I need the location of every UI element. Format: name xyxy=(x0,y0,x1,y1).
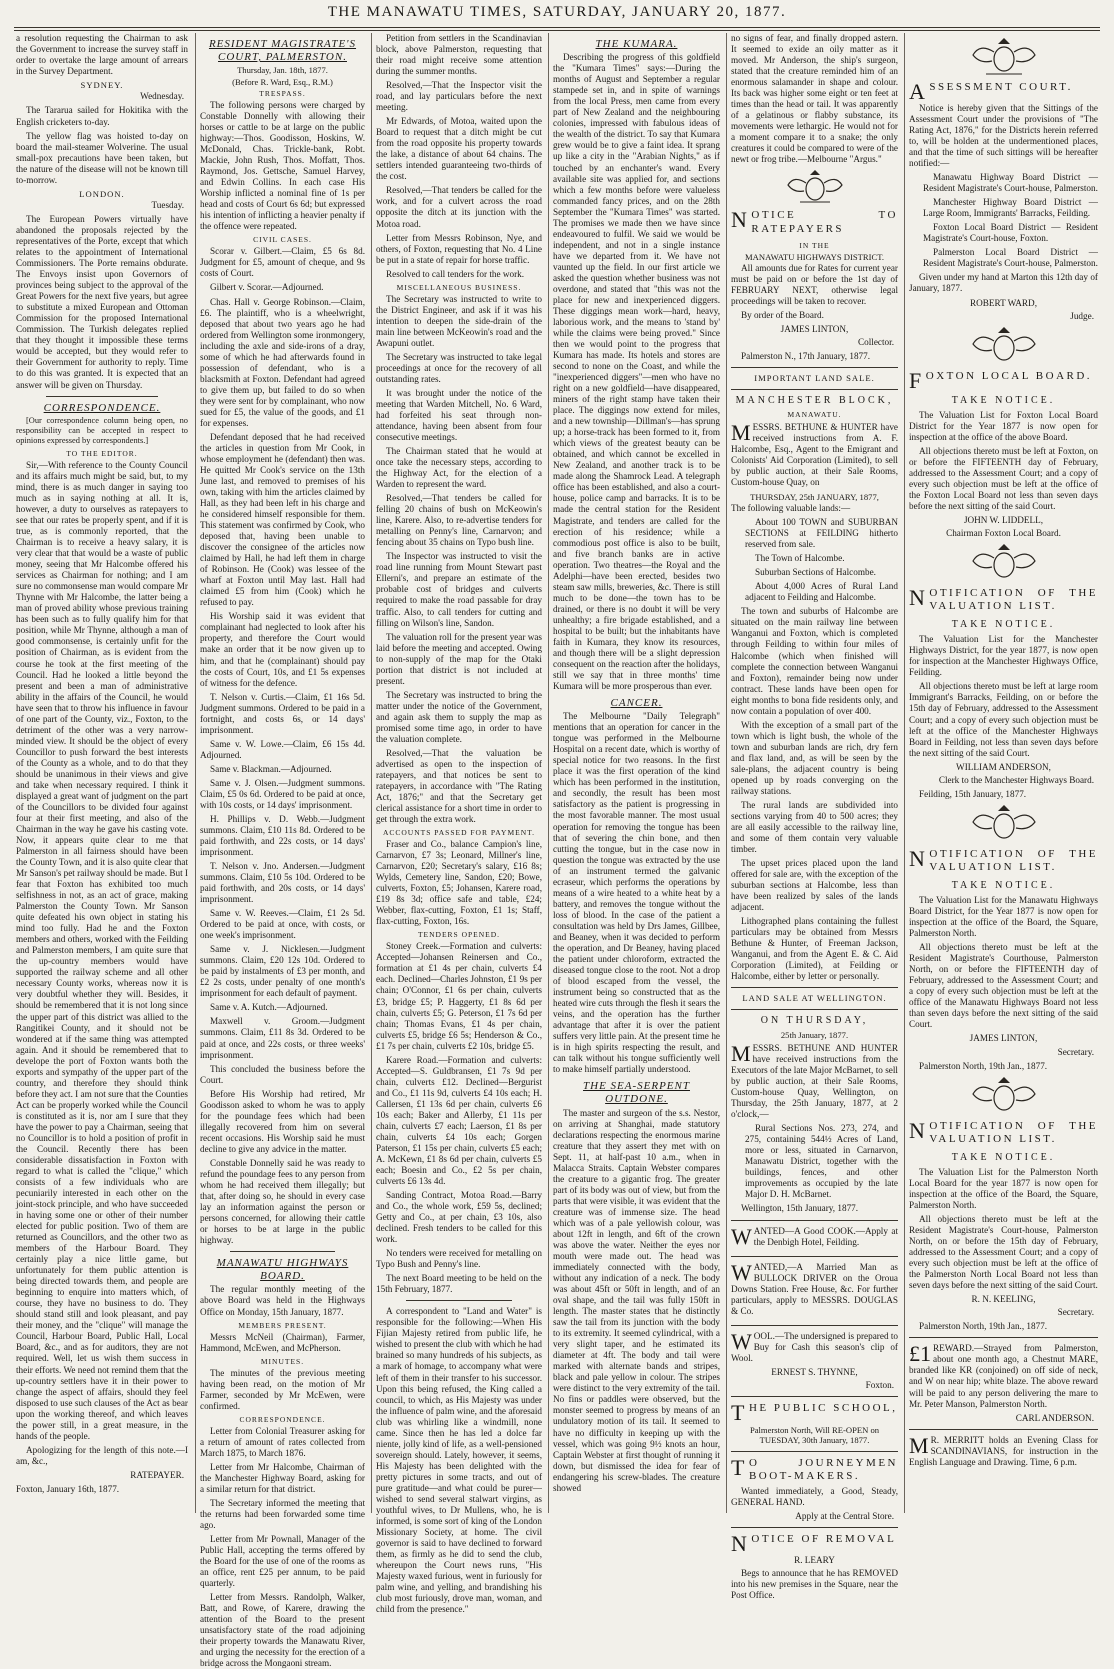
ad-divider xyxy=(731,1396,898,1397)
assessment-court-given: Given under my hand at Marton this 12th day of January, 1877. xyxy=(909,272,1098,294)
notice-ratepayers-district: MANAWATU HIGHWAYS DISTRICT. xyxy=(745,251,884,262)
reward-signature: CARL ANDERSON. xyxy=(1015,1412,1094,1423)
removal-ad-name: R. LEARY xyxy=(794,1554,835,1565)
valuation-manchester-title: NOTIFICATION OF THE VALUATION LIST. xyxy=(909,584,1098,613)
board-paragraph: The Chairman stated that he would at once take the necessary steps, according to the Highway Act, for the election of a Warden to represent the ward. xyxy=(376,446,542,490)
wool-ad: WOOL.—The undersigned is prepared to Buy for Cash this season's clip of Wool. xyxy=(731,1328,898,1363)
notice-ratepayers-signature: JAMES LINTON, xyxy=(780,324,849,335)
royal-arms-icon xyxy=(964,37,1044,77)
land-sale-place-2: MANAWATU. xyxy=(787,409,842,419)
court-paragraph: Before His Worship had retired, Mr Goodisson asked to whom he was to apply for the poundage fees which had been illegally recovered from him on several recent occasions. His Worship said he must decline to give any advice in the matter. xyxy=(200,1088,365,1154)
valuation-manawatu-role: Secretary. xyxy=(1057,1046,1094,1057)
take-notice: TAKE NOTICE. xyxy=(951,1151,1056,1163)
board-paragraph: Resolved,—That tenders be called for the work, and for a culvert across the road opposite the ditch at its junction with the Motoa road. xyxy=(376,185,542,229)
notice-ratepayers-date: Palmerston N., 17th January, 1877. xyxy=(741,351,871,362)
civil-cases-heading: CIVIL CASES. xyxy=(253,235,312,245)
assessment-court-role: Judge. xyxy=(1070,310,1094,321)
board-paragraph: Messrs McNeil (Chairman), Farmer, Hammond, McEwen, and McPherson. xyxy=(200,1331,365,1353)
board-paragraph: Letter from Messrs. Randolph, Walker, Batt, and Rowe, of Karere, drawing the attention of the Board to the present unsatisfactory state of the road adjoining their property towards the Manawatu River, and urging the necessity for the erection of a bridge across the Mongaoni stream. xyxy=(200,1592,365,1669)
column-2 xyxy=(200,33,365,1669)
sea-serpent-heading: THE SEA-SERPENT OUTDONE. xyxy=(583,1080,690,1106)
board-paragraph: Resolved,—That the valuation be advertised as open to the inspection of ratepayers, and that notices be sent to ratepayers, in accordance with "The Rating Act, 1876;" and that the Secretary get clerical assistance for a short time in order to get through the extra work. xyxy=(376,747,542,825)
board-paragraph: No tenders were received for metalling on Typo Bush and Penny's line. xyxy=(376,1248,542,1270)
notice-ratepayers-role: Collector. xyxy=(858,337,894,348)
assessment-court-title: ASSESSMENT COURT. xyxy=(909,79,1073,104)
ad-divider xyxy=(909,1429,1098,1430)
ad-divider xyxy=(731,1527,898,1528)
london-heading: LONDON. xyxy=(79,188,125,199)
court-paragraph: Same v. Blackman.—Adjourned. xyxy=(210,763,332,774)
land-sale-paragraph: The town and suburbs of Halcombe are situated on the main railway line between Wanganui and Foxton, which is completed through Feilding to within four miles of Halcombe (which when finished will complete the connection between Wanganui and Foxton), remainder being now under contract. These lands have been open for eight months to bona fide residents only, and now contain a population of over 400. xyxy=(731,606,898,716)
wellington-sale-lots: Rural Sections Nos. 273, 274, and 275, containing 544½ Acres of Land, more or less, situated in Carnarvon, Manawatu District, together with the buildings, fences, and other improvements as occupied by the late Major D. H. McBarnet. xyxy=(745,1123,898,1200)
removal-ad-body: Begs to announce that he has REMOVED into his new premises in the Square, near the Post Office. xyxy=(731,1568,898,1601)
board-paragraph: Resolved to call tenders for the work. xyxy=(386,268,525,279)
minutes-heading: MINUTES. xyxy=(260,1356,305,1366)
bootmakers-ad-body: Wanted immediately, a Good, Steady, GENERAL HAND. xyxy=(731,1485,898,1507)
ad-divider xyxy=(731,1220,898,1221)
land-sale-lot: Suburban Sections of Halcombe. xyxy=(755,567,876,578)
court-paragraph: Scorar v. Gilbert.—Claim, £5 6s 8d. Judgment for £5, amount of cheque, and 9s costs of Court. xyxy=(200,246,365,279)
ad-divider xyxy=(731,389,898,390)
land-sale-date: THURSDAY, 25th JANUARY, 1877, xyxy=(750,491,879,502)
board-paragraph: The minutes of the previous meeting having been read, on the motion of Mr Farmer, seconded by Mr McEwen, were confirmed. xyxy=(200,1367,365,1411)
letter-date: Foxton, January 16th, 1877. xyxy=(16,1483,120,1494)
bootmakers-ad-apply: Apply at the Central Store. xyxy=(795,1510,894,1521)
board-paragraph: Letter from Mr Pownall, Manager of the Public Hall, accepting the terms offered by the Board for the use of one of the rooms as an office, rent £25 per annum, to be paid quarterly. xyxy=(200,1534,365,1589)
merritt-class-ad: M R. MERRITT holds an Evening Class for SCANDINAVIANS, for instruction in the English Language and Drawing. Time, 6 p.m. xyxy=(909,1432,1098,1467)
notice-ratepayers-order: By order of the Board. xyxy=(741,310,824,321)
board-paragraph: Letter from Mr Halcombe, Chairman of the Manchester Highway Board, asking for a similar return for that district. xyxy=(200,1461,365,1494)
section-divider xyxy=(230,1251,335,1252)
court-paragraph: The following persons were charged by Constable Donnelly with allowing their horses or cattle to be at large on the public highway:—Thos. Goodisson, Hoskins, W. McDonald, Chas. Trickle-bank, Robt. Mackie, John Rush, Thos. Moffatt, Thos. Raymond, Jos. Gettsche, Samuel Harvey, and Edwin Collins. In each case His Worship inflicted a nominal fine of 1s per head and costs of Court 6s 6d; but expressed his intention of inflicting a heavier penalty if the offence were repeated. xyxy=(200,100,365,232)
assessment-court-district: Manawatu Highway Board District — Resident Magistrate's Court-house, Palmerston. xyxy=(923,172,1098,194)
land-sale-lot: The Town of Halcombe. xyxy=(755,553,845,564)
board-paragraph: The next Board meeting to be held on the 15th February, 1877. xyxy=(376,1273,542,1295)
court-paragraph: Same v. J. Nicklesen.—Judgment summons. Claim, £20 12s 10d. Ordered to be paid by instalments of £3 per month, and £2 2s costs, under penalty of one month's imprisonment for each default of payment. xyxy=(200,944,365,999)
board-paragraph: Mr Edwards, of Motoa, waited upon the Board to request that a ditch might be cut from the road opposite his property towards the lake, a distance of about 64 chains. The settlers intended guaranteeing two-thirds of the cost. xyxy=(376,116,542,182)
board-paragraph: Resolved,—That the Inspector visit the road, and lay particulars before the next meeting. xyxy=(376,80,542,113)
foxton-board-title: FOXTON LOCAL BOARD. xyxy=(909,367,1093,393)
column-5 xyxy=(731,33,898,1601)
wanted-driver-ad: WANTED,—A Married Man as BULLOCK DRIVER on the Oroua Downs Station. Free House, &c. For further particulars, apply to MESSRS. DOUGLAS & Co. xyxy=(731,1259,898,1316)
valuation-manawatu-date: Palmerston North, 19th Jan., 1877. xyxy=(919,1060,1048,1071)
highways-board-heading: MANAWATU HIGHWAYS BOARD. xyxy=(216,1257,349,1283)
board-paragraph: The Secretary was instructed to write to the District Engineer, and ask if it was his intention to deepen the side-drain of the main line between McKeowin's road and the Awapuni outlet. xyxy=(376,293,542,348)
correspondence-note: [Our correspondence column being open, no responsibility can be accepted in respect to opinions expressed by correspondents.] xyxy=(16,415,188,445)
board-paragraph: Letter from Messrs Robinson, Nye, and others, of Foxton, requesting that No. 4 Line be put in a state of repair for horse traffic. xyxy=(376,232,542,265)
valuation-palmerston-signature: R. N. KEELING, xyxy=(971,1294,1036,1305)
royal-arms-icon xyxy=(964,804,1044,844)
misc-business-heading: MISCELLANEOUS BUSINESS. xyxy=(396,282,522,292)
court-paragraph: Same v. A. Kutch.—Adjourned. xyxy=(210,1002,328,1013)
school-ad-body: Palmerston North, Will RE-OPEN on TUESDAY, 30th January, 1877. xyxy=(749,1424,880,1446)
court-paragraph: T. Nelson v. Jno. Andersen.—Judgment summons. Claim, £10 5s 10d. Ordered to be paid forthwith, and 20s costs, or 14 days' imprisonment. xyxy=(200,861,365,905)
masthead: THE MANAWATU TIMES, SATURDAY, JANUARY 20, 1877. xyxy=(327,4,787,20)
valuation-manchester-body: All objections thereto must be left at large room Immigrant's Barracks, Feilding, on or before the 15th day of February, addressed to the Assessment Court; and a copy of every such objection must be left at the office of the Manchester Highways Board in Feilding, not less than seven days before the next sitting of the said Court. xyxy=(909,681,1098,758)
foxton-board-body: The Valuation List for Foxton Local Board District for the Year 1877 is now open for inspection at the office of the above Board. xyxy=(909,409,1098,442)
royal-arms-icon xyxy=(964,1076,1044,1116)
land-sale-paragraph: Lithographed plans containing the fullest particulars may be obtained from Messrs Bethune & Hunter, of Freeman Jackson, Wanganui, and from the Agent E. & C. Aid Corporation (Limited), at Feilding or Halcombe, either by letter or personally. xyxy=(731,916,898,982)
letter-body: Sir,—With reference to the County Council and its affairs much might be said, but, to my mind, there is as much danger in saying too much as in saying nothing at all. It is, however, a duty to ourselves as ratepayers to see that our rates be properly spent, and if it is true, as is commonly reported, that the Chairman is to receive a heavy salary, it is very clear that that would be a waste of public money, seeing that Mr Halcombe offered his services as Chairman for nothing; and I am sure no commonsense man would compare Mr Thynne with Mr Halcombe, the latter being a man of proved ability whose previous training has been such as to fully qualify him for that position, while Mr Thynne, although a man of good commonsense, is certainly unfit for the position of Chairman, as is evident from the course he took at the first meeting of the Council. Had he looked a little beyond the present and been a man of administrative ability in the affairs of the Council, he would have seen that to throw his influence in favour of one part of the County, viz., Foxton, to the detriment of the other was a very narrow-minded view. It should be the object of every Councillor to push forward the best interests of the County as a whole, and to do that they should be unanimous in their views and give and take when necessary required. I think it displayed a great want of judgment on the part of the Councillors to be divided four against four at their first meeting, and also of the Chairman in the way he gave his casting vote. Now, it appears quite clear to me that Palmerston in all fairness should have been the County Town, and it is also quite clear that Mr Sanson's pet railway should be made. But I fear that Foxton has exhibited too much selfishness in not, as an act of grace, making Palmerston the County Town. Mr Sanson quite defeated his own object in stating his mind too fully. Had he and the Foxton members and others, worked with the Feilding and Palmerston members, I am quite sure that the up-country members would have supported the railway scheme and all other necessary County works, whereas now it is very doubtful whether they will. Besides, it should be remembered that it is not long since the upper part of this district was allied to the Rangitikei County, and it should not be wondered at if the same thing was attempted again. And it should be remembered that to develope the port of Foxton wants both the exports and sympathy of the upper part of the country, and therefore they should think before they act. I am not sure that the Counties Act can be properly worked while the Council is constituted as it is, nor am I sure that they have the power to pay a Chairman, seeing that no Councillor is to hold a position of profit in the Council. Recently there has been considerable dissatisfaction in Foxton with regard to what is called the "clique," which consists of a few individuals who are pecuniarily interested in each other on the joint-stock principle, and who have succeeded in having some one or other of their number elected for public position. Two of them are returned as Councillors, and the other two as members of the Harbour Board. They certainly play a nice little game, but unfortunately for them public attention is being directed towards them, and people are beginning to enquire into matters which, of course, they have no business to do. They should stand still and look pleasant, and pay their money, and the "clique" will manage the Council, Harbour Board, Public Hall, Local Board, &c., and as for auditors, they are not required. Well, let us wish them success in their efforts. We need not remind them that the up-country settlers have it in their power to change the aspect of affairs, should they feel disposed to use such clauses of the Act as bear upon the working thereof, and which leaves the power still, in a great measure, in the hands of the people. xyxy=(16,459,188,1441)
wool-signature: ERNEST S. THYNNE, xyxy=(771,1366,858,1377)
valuation-palmerston-body: All objections thereto must be left at the Resident Magistrate's Court-house, Palmerston North, on or before the 15th day of February, addressed to the Assessment Court; and a copy of every such objection must be left at the office of the Palmerston North Local Board not less than seven days before the next sitting of the said Court. xyxy=(909,1214,1098,1291)
court-paragraph: H. Phillips v. D. Webb.—Judgment summons. Claim, £10 11s 8d. Ordered to be paid forthwith, and 22s costs, or 14 days' imprisonment. xyxy=(200,813,365,857)
court-paragraph: Chas. Hall v. George Robinson.—Claim, £6. The plaintiff, who is a wheelwright, deposed that about two years ago he had ordered from Wellington some ironmongery, including the axle and side-irons of a dray, some of which he had afterwards found in possession of defendant, who is a blacksmith at Foxton. Defendant had agreed to give them up, but failed to do so when they were sent for by complainant, who now sued for £5, the value of the goods, and £1 for expenses. xyxy=(200,296,365,428)
letter-closing: Apologizing for the length of this note.—I am, &c., xyxy=(16,1444,188,1466)
board-paragraph: Fraser and Co., balance Campion's line, Carnarvon, £7 3s; Leonard, Millner's line, Carnarvon, £20; Secretary's salary, £16 8s; Wylds, Cemetery line, Sandon, £20; Bowe, culverts, Foxton, £5; Johansen, Karere road, £19 8s 3d; office safe and table, £24; Webber, flax-cutting, Foxton, £1 1s; Staff, flax-cutting, Foxton, 16s. xyxy=(376,839,542,927)
wool-place: Foxton. xyxy=(865,1379,894,1390)
royal-arms-icon xyxy=(964,543,1044,583)
rm-court-heading: RESIDENT MAGISTRATE'S COURT, PALMERSTON. xyxy=(208,38,357,64)
board-paragraph: It was brought under the notice of the meeting that Warden Mitchell, No. 6 Ward, had forfeited his seat through non-attendance, having been absent from four consecutive meetings. xyxy=(376,387,542,443)
board-paragraph: The Secretary was instructed to take legal proceedings at once for the recovery of all outstanding rates. xyxy=(376,351,542,384)
take-notice: TAKE NOTICE. xyxy=(951,619,1056,631)
accounts-heading: ACCOUNTS PASSED FOR PAYMENT. xyxy=(382,828,536,838)
ad-divider xyxy=(731,1451,898,1452)
court-paragraph: Same v. W. Lowe.—Claim, £6 15s 4d. Adjourned. xyxy=(200,738,365,760)
royal-arms-icon xyxy=(780,169,850,205)
correspondence-heading: CORRESPONDENCE. xyxy=(43,401,161,414)
wellington-sale-date: 25th January, 1877. xyxy=(780,1029,849,1040)
column-3 xyxy=(376,33,542,1615)
board-paragraph: The Secretary was instructed to bring the matter under the notice of the Government, and again ask them to supply the map as promised some time ago, in order to have the valuation complete. xyxy=(376,689,542,744)
land-sale-lot: About 4,000 Acres of Rural Land adjacent to Feilding and Halcombe. xyxy=(745,581,898,603)
court-paragraph: Defendant deposed that he had received the articles in question from Mr Cook, in whose employment he (defendant) then was. He quitted Mr Cook's service on the 13th June last, and removed to premises of his own, taking with him the articles claimed by Hall, as they had been left in his charge and he considered himself responsible for them. This statement was confirmed by Cook, who deposed that, having been unable to discover the consignee of the articles now claimed by Hall, he had left them in charge of Robinson. He (Cook) was lessee of the wharf at Foxton until May last. Hall had claimed £5 from him (Cook) which he refused to pay. xyxy=(200,431,365,608)
land-sale-body: MESSRS. BETHUNE & HUNTER have received instructions from A. F. Halcombe, Esq., Agent to the Emigrant and Colonists' Aid Corporation (Limited), to sell by public auction, at their Sale Rooms, Custom-house Quay, on xyxy=(731,419,898,487)
assessment-court-district: Palmerston Local Board District — Resident Magistrate's Court-house, Palmerston. xyxy=(923,247,1098,269)
land-sale-place: MANCHESTER BLOCK, xyxy=(735,394,894,406)
board-paragraph: Petition from settlers in the Scandinavian block, above Palmerston, requesting that their road might receive some attention during the summer months. xyxy=(376,33,542,77)
intro-paragraph: a resolution requesting the Chairman to ask the Government to increase the survey staff in order to overtake the large amount of arrears in the Survey Department. xyxy=(16,33,188,77)
land-sale-paragraph: With the exception of a small part of the town which is light bush, the whole of the town and suburban lands are rich, dry fern and flax land, and, as will be seen by the sale-plans, the adjacent country is being opened up by roads converging on the railway stations. xyxy=(731,719,898,796)
wellington-sale-heading: LAND SALE AT WELLINGTON. xyxy=(742,993,887,1004)
court-paragraph: T. Nelson v. Curtis.—Claim, £1 16s 5d. Judgment summons. Ordered to be paid in a fortnight, and costs 6s, or 14 days' imprisonment. xyxy=(200,691,365,735)
correspondence-subheading: CORRESPONDENCE. xyxy=(239,1414,326,1424)
column-6 xyxy=(909,33,1098,1513)
column-1 xyxy=(16,33,188,1513)
column-rule xyxy=(904,33,905,1513)
letter-signature: RATEPAYER. xyxy=(130,1469,184,1480)
land-sale-paragraph: The upset prices placed upon the land offered for sale are, with the exception of the suburban sections at Halcombe, less than have been realized by sales of the lands adjacent. xyxy=(731,858,898,913)
valuation-palmerston-date: Palmerston North, 19th Jan., 1877. xyxy=(919,1321,1048,1332)
foxton-board-signature: JOHN W. LIDDELL, xyxy=(963,514,1044,525)
rm-court-date: Thursday, Jan. 18th, 1877. xyxy=(237,65,328,76)
section-divider xyxy=(406,1300,512,1301)
sydney-day: Wednesday. xyxy=(140,91,184,102)
court-paragraph: Gilbert v. Scorar.—Adjourned. xyxy=(210,282,324,293)
reward-ad: £1 REWARD.—Strayed from Palmerston, about one month ago, a Chestnut MARE, branded like KR (conjoined) on off side of neck, and W on near hip; white blaze. The above reward will be paid to any person delivering the mare to Mr. Peter Manson, Palmerston North. xyxy=(909,1341,1098,1409)
trespass-heading: TRESPASS. xyxy=(259,89,306,98)
masthead-rule xyxy=(14,27,1100,28)
masthead-rule-2 xyxy=(14,30,1100,31)
assessment-court-body: Notice is hereby given that the Sittings of the Assessment Court under the provisions of "The Rating Act, 1876," for the Districts herein referred to, will be holden at the undermentioned places, and that the time of such sittings will be hereafter notified:— xyxy=(909,103,1098,169)
to-editor: TO THE EDITOR. xyxy=(66,448,138,458)
column-rule xyxy=(726,33,727,1513)
valuation-manawatu-body: All objections thereto must be left at the Resident Magistrate's Courthouse, Palmerston North, on or before the FIFTEENTH day of February, addressed to the Assessment Court; and a copy of every such objection must be left at the office of the Manawatu Highways Board not less than seven days before the next sitting of the said Court. xyxy=(909,942,1098,1030)
land-sale-heading: IMPORTANT LAND SALE. xyxy=(754,373,875,384)
take-notice: TAKE NOTICE. xyxy=(951,880,1056,892)
column-rule xyxy=(548,33,549,1513)
land-sale-paragraph: The rural lands are subdivided into sections varying from 40 to 500 acres; they are all easily accessible to the railway line, and some of them contain very valuable timber. xyxy=(731,799,898,855)
notice-ratepayers-title: NOTICE TO RATEPAYERS xyxy=(731,207,898,235)
valuation-manawatu-signature: JAMES LINTON, xyxy=(969,1033,1038,1044)
valuation-manchester-date: Feilding, 15th January, 1877. xyxy=(919,788,1027,799)
board-paragraph: Karere Road.—Formation and culverts: Accepted—S. Guldbransen, £1 7s 9d per chain, culverts £12. Declined—Bergurist and Co., £1 11s 9d, culverts £4 10s each; H. Callersen, £1 13s 6d per chain, culverts £6 10s each; Baker and Allerby, £1 11s per chain, culverts £7 each; Laerson, £1 8s per chain, culverts £4 10s each; Gorgen Paterson, £1 15s per chain, culverts £5 each; A. McKewn, £1 8s 6d per chain, culverts £5 each; Boesin and Co., £2 5s per chain, culverts £6 13s 4d. xyxy=(376,1054,542,1186)
court-paragraph: Same v. W. Reeves.—Claim, £1 2s 5d. Ordered to be paid at once, with costs, or one week's imprisonment. xyxy=(200,908,365,941)
fiji-paragraph: A correspondent to "Land and Water" is responsible for the following:—When His Fijian Majesty retired from public life, he wished to present the club with which he had brained so many hundreds of his subjects, as a mark of homage, to accompany what were left of them in their transfer to his successor. Upon this being refused, the King called a council, to which, as His Majesty was under the influence of palm wine, and the aforesaid club was whirling like a windmill, none came. Since then he has led a dolce far niente, jolly kind of life, as a well-pensioned sovereign should. Lately, however, it seems, His Majesty has been delighted with the pretty pictures in some tracts, and out of pure gratitude—and what could be purer—wished to send several stalwart virgins, as youthful wives, to Dr Mullens, who, he is informed, is some sort of king of the London Missionary Society, at home. The civil governor is said to have declined to forward them, as firmly as he did to send the club, whereupon the Court news runs, "His Majesty waxed furious, went in furiously for palm wine, and yelling, and brandishing his club most furiously, drove man, woman, and child from the presence." xyxy=(376,1306,542,1615)
wellington-sale-on: ON THURSDAY, xyxy=(760,1014,869,1026)
tenders-heading: TENDERS OPENED. xyxy=(417,930,501,940)
valuation-manchester-body: The Valuation List for the Manchester Highways District, for the year 1877, is now open for inspection at the Manchester Highways Office, Feilding. xyxy=(909,634,1098,678)
foxton-board-role: Chairman Foxton Local Board. xyxy=(946,527,1061,538)
board-paragraph: The Secretary informed the meeting that the returns had been forwarded some time ago. xyxy=(200,1497,365,1530)
land-sale-lots-intro: The following valuable lands:— xyxy=(731,503,851,514)
valuation-palmerston-title: NOTIFICATION OF THE VALUATION LIST. xyxy=(909,1117,1098,1145)
court-paragraph: Maxwell v. Groom.—Judgment summons. Claim, £11 8s 3d. Ordered to be paid at once, and 22s costs, or three weeks' imprisonment. xyxy=(200,1016,365,1060)
members-present-heading: MEMBERS PRESENT. xyxy=(238,1320,327,1330)
removal-ad-title: NOTICE OF REMOVAL xyxy=(731,1530,897,1556)
sydney-heading: SYDNEY. xyxy=(80,80,124,91)
ad-divider xyxy=(731,987,898,988)
court-paragraph: Constable Donnelly said he was ready to refund the poundage fees to any person from whom he had received them illegally; but that, after doing so, he should in every case lay an information against the person or persons concerned, for allowing their cattle or horses to be at large in the public highway. xyxy=(200,1157,365,1246)
ad-divider xyxy=(909,1337,1098,1338)
court-paragraph: This concluded the business before the Court. xyxy=(200,1063,365,1085)
valuation-manawatu-title: NOTIFICATION OF THE VALUATION LIST. xyxy=(909,845,1098,873)
valuation-manchester-signature: WILLIAM ANDERSON, xyxy=(956,761,1051,772)
take-notice: TAKE NOTICE. xyxy=(951,394,1056,406)
board-paragraph: Resolved,—That tenders be called for felling 20 chains of bush on McKeowin's line, Karere. Also, to re-advertise tenders for metalling on Penny's line, Carnarvon; and fencing about 35 chains on Typo bush line. xyxy=(376,493,542,548)
board-paragraph: Stoney Creek.—Formation and culverts: Accepted—Johansen Reinersen and Co., formation at £1 4s per chain, culverts £4 each. Declined—Charles Johnston, £1 9s per chain; O'Connor, £1 6s per chain, culverts £3, bridge £5; P. Haggerty, £1 8s 6d per chain, culverts £5; G. Peterson, £1 7s 6d per chain; Thomas Evans, £1 4s per chain, culverts £5, bridge £6 5s; Henderson & Co., £1 7s per chain, culverts £2 10s, bridge £5. xyxy=(376,941,542,1051)
valuation-manchester-role: Clerk to the Manchester Highways Board. xyxy=(938,774,1094,785)
sydney-paragraph: The yellow flag was hoisted to-day on board the mail-steamer Wolverine. The usual small-pox precautions have been taken, but the nature of the disease will not be known till to-morrow. xyxy=(16,130,188,185)
assessment-court-signature: ROBERT WARD, xyxy=(969,297,1037,308)
royal-arms-icon xyxy=(964,326,1044,366)
column-rule xyxy=(195,33,196,1513)
kumara-paragraph: Describing the progress of this goldfield the "Kumara Times" says:—During the months of August and September a regular stampede set in, and in spite of warnings from the local Press, men came from every part of New Zealand and the neighbouring colonies, impressed with fabulous ideas of the wealth of the district. To say that Kumara grew would be to give a faint idea. It sprang up like a city in the "Arabian Nights," as if touched by an enchanter's wand. Every available site was applied for, and sections which a few months before were valueless commanded fancy prices, and on the 28th September the "Kumara Times" was started. The promises we made then we have since endeavoured to fulfil. We said we would be independent, and not in a single instance have we departed from it. We have not vaunted up the field. In our first article we asked the question whether business was not overdone, and stated that "this was not the place for new and inexperienced diggers. These diggings mean work—hard, heavy, laborious work, and the means to 'stand by' while the claims were being proved." Since then we would point to the progress that Kumara has made. Its hotels and stores are second to none on the Coast, and while the "inexperienced diggers"—men who have no right on a new goldfield—have disappeared, miners of the right stamp have taken their place. The diggings now extend for miles, and a new township—Dillman's—has sprung up; a horse-track has been formed to it, from which views of the greatest beauty can be obtained, and which cannot be excelled in New Zealand, and another track is to be made along the Shamrock Lead. A telegraph office has been established, and also a court-house, police camp and barracks. It is to be made the central station for the Resident Magistrate, and tenders are called for the erection of his residence; while a commodious post office is also to be built, and five branch banks are in active operation. Two theatres—the Royal and the Adelphi—have been erected, besides two steam saw mills, breweries, &c. There is still much to be done—the town has to be drained, or there is no doubt it will be very unhealthy; a fire brigade established, and a hospital to be built; but the inhabitants have faith in Kumara, they know its resources, and though there will be a slight depression consequent on the reaction after the holidays, still we say that in three months' time Kumara will be more prosperous than ever. xyxy=(553,52,720,691)
land-sale-lot: About 100 TOWN and SUBURBAN SECTIONS at FEILDING hitherto reserved from sale. xyxy=(745,517,898,550)
assessment-court-district: Foxton Local Board District — Resident Magistrate's Court-house, Foxton. xyxy=(923,222,1098,244)
valuation-palmerston-role: Secretary. xyxy=(1057,1307,1094,1318)
board-paragraph: The Inspector was instructed to visit the road line running from Mount Stewart past Ellerni's, and prepare an estimate of the probable cost of bridges and culverts required to make the road passable for dray traffic. Also, to call tenders for cutting and filling on Wilson's line, Sandon. xyxy=(376,551,542,628)
board-paragraph: The regular monthly meeting of the above Board was held in the Highways Office on Monday, 15th January, 1877. xyxy=(200,1284,365,1317)
sydney-paragraph: The Tararua sailed for Hokitika with the English cricketers to-day. xyxy=(16,105,188,127)
ad-divider xyxy=(731,1009,898,1010)
wanted-cook-ad: WANTED—A Good COOK.—Apply at the Denbigh Hotel, Feilding. xyxy=(731,1223,898,1249)
board-paragraph: The valuation roll for the present year was laid before the meeting and accepted. Owing to non-supply of the map for the Otaki portion that district is not included at present. xyxy=(376,631,542,686)
assessment-court-district: Manchester Highway Board District — Large Room, Immigrants' Barracks, Feilding. xyxy=(923,197,1098,219)
board-paragraph: Letter from Colonial Treasurer asking for a return of amount of rates collected from March 1875, to March 1876. xyxy=(200,1425,365,1458)
cancer-heading: CANCER. xyxy=(610,697,663,709)
notice-ratepayers-in-the: IN THE xyxy=(799,240,830,250)
wellington-sale-body: MESSRS. BETHUNE AND HUNTER have received instructions from the Executors of the late Major McBarnet, to sell by public auction, at their Sale Rooms, Custom-house Quay, Wellington, on Thursday, the 25th January, 1877, at 2 o'clock,— xyxy=(731,1041,898,1120)
sea-serpent-continued: no signs of fear, and finally dropped astern. It seemed to exide an oily matter as it moved. Mr Anderson, the ship's surgeon, stated that the creature reminded him of an enormous salamander in shape and colour. Its back was higher some eight or ten feet at times than the head or tail. It was apparently of a gelatinous or flabby substance, its movements were lethargic. He would not for a moment compare it to a snake; the only creatures it could be compared to were of the newt or frog tribe.—Melbourne "Argus." xyxy=(731,33,898,165)
sea-serpent-paragraph: The master and surgeon of the s.s. Nestor, on arriving at Shanghai, made statutory declarations respecting the enormous marine creature that they assert they met with on Sept. 11, at half-past 10 a.m., when in Malacca Straits. Captain Webster compares the creature to a gigantic frog. The greater part of its body was out of view, but from the parts that were visible, it was evident that the creature was of immense size. The head which was of a pale yellowish colour, was about 12ft in length, and 6ft of the crown was above the water. Neither the eyes nor mouth were made out. The head was immediately connected with the body, without any indication of a neck. The body was about 45ft or 50ft in length, and of an oval shape, and the tail was fully 150ft in length. The master states that he distinctly saw the tail from its junction with the body to its extremity. It seemed cylindrical, with a very slight taper, and he estimated its diameter at 4ft. The body and tail were marked with alternate bands and stripes, black and pale yellow in colour. The stripes were distinct to the very extremity of the tail. No fins or paddles were observed, but the monster seemed to progress by means of an undulatory motion of its tail. It seemed to have no difficulty in keeping up with the vessel, which was going 9½ knots an hour, Captain Webster at first thought of running it down, but dismissed the idea for fear of endangering his screw-blades. The creature showed xyxy=(553,1107,720,1493)
valuation-palmerston-body: The Valuation List for the Palmerston North Local Board for the year 1877 is now open for inspection at the office of the Board, the Square, Palmerston North. xyxy=(909,1166,1098,1211)
london-paragraph: The European Powers virtually have abandoned the proposals rejected by the representatives of the Porte, except that which relates to the appointment of International Commissioners. The Porte remains obdurate. The Envoys insist upon Governors of provinces being subject to the approval of the Great Powers for the next five years, but agree to substitute a mixed European and Ottoman Commission for the proposed International Commission. The Turkish delegates replied that they thought it impossible these terms would be accepted, but they would refer to their Government for authority to reply. Time to do this was granted. It is expected that an answer will be given on Thursday. xyxy=(16,214,188,390)
board-paragraph: Sanding Contract, Motoa Road.—Barry and Co., the whole work, £59 5s, declined; Getty and Co., at per chain, £3 10s, also declined. Fresh tenders to be called for this work. xyxy=(376,1190,542,1245)
bootmakers-ad-title: T O JOURNEYMEN BOOT-MAKERS. xyxy=(731,1454,898,1482)
foxton-board-body: All objections thereto must be left at Foxton, on or before the FIFTEENTH day of February, addressed to the Assessment Court; and a copy of every such objection must be left at the office of the Foxton Local Board not less than seven days before the next sitting of the said Court. xyxy=(909,445,1098,511)
school-ad-title: THE PUBLIC SCHOOL, xyxy=(731,1399,898,1425)
rm-court-before: (Before R. Ward, Esq., R.M.) xyxy=(232,76,333,87)
section-divider xyxy=(46,396,158,397)
court-paragraph: Same v. J. Olsen.—Judgment summons. Claim, £5 0s 6d. Ordered to be paid at once, with 10s costs, or 14 days' imprisonment. xyxy=(200,777,365,810)
valuation-manawatu-body: The Valuation List for the Manawatu Highways Board District, for the Year 1877 is now open for inspection at the office of the Board, the Square, Palmerston North. xyxy=(909,895,1098,939)
column-rule xyxy=(371,33,372,1513)
ad-divider xyxy=(731,1256,898,1257)
column-4 xyxy=(553,33,720,1513)
court-paragraph: His Worship said it was evident that complainant had neglected to look after his property, and therefore the Court would make an order that it be now given up to him, and that he (complainant) should pay the costs of Court, 10s, and £1 5s expenses of witness for the defence. xyxy=(200,611,365,688)
wellington-sale-date-2: Wellington, 15th January, 1877. xyxy=(741,1203,859,1214)
ad-divider xyxy=(731,1325,898,1326)
london-day: Tuesday. xyxy=(151,200,184,210)
ad-divider xyxy=(731,367,898,368)
notice-ratepayers-body: All amounts due for Rates for current year must be paid on or before the 1st day of FEBRUARY NEXT, otherwise legal proceedings will be taken to recover. xyxy=(731,263,898,307)
cancer-paragraph: The Melbourne "Daily Telegraph" mentions that an operation for cancer in the tongue was performed in the Melbourne Hospital on a recent date, which is worthy of special notice for two reasons. In the first place it was the first operation of the kind which has been performed in the institution, and secondly, the result has been most satisfactory as the patient is progressing in the most favorable manner. The most usual operation for removing the tongue has been that of severing the chin bone, and then cutting the tongue, but in the case now in question the tongue was extracted by the use of an instrument termed the galvanic ecraseur, which performs the operations by means of a wire heated to a white heat by a battery, and removes the tongue without the loss of blood. In the case of the patient a consultation was held by Drs James, Gillbee, and Beaney, when it was decided to perform the operation, and Dr Beaney, having placed the patient under chloroform, extracted the diseased tongue close to the root. Not a drop of blood escaped from the vessel, the instrument being so constructed that as the heated wire cuts through the flesh it sears the veins, and the operation has the further advantage that after it is over the patient suffers very little pain. At the present time he is in high spirits respecting the result, and can talk without his tongue sufficiently well to make himself partially understood. xyxy=(553,711,720,1075)
kumara-heading: THE KUMARA. xyxy=(595,38,678,50)
